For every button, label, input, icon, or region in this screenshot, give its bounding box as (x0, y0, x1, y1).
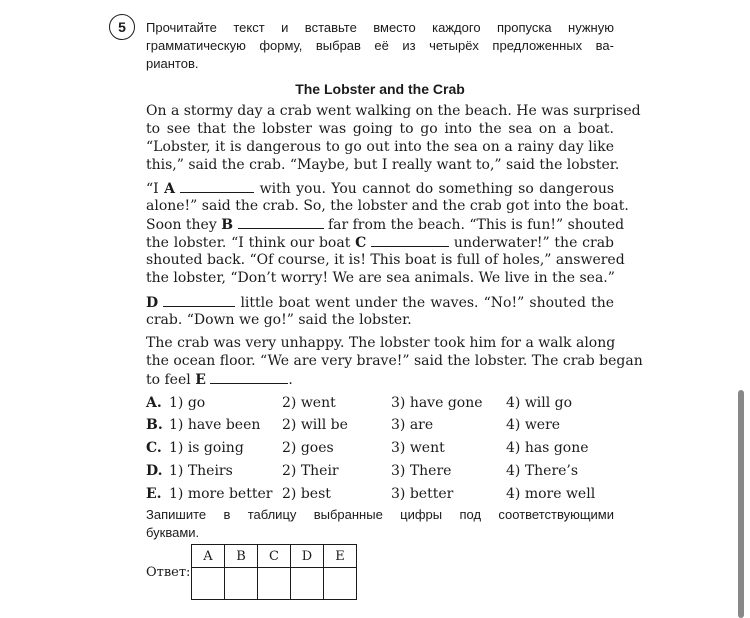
answer-header-d: D (291, 545, 324, 568)
text-run: underwater!” the crab (449, 235, 615, 251)
text-run: to feel (146, 372, 196, 388)
option-4: 4) were (506, 417, 561, 433)
text-run: “I (146, 181, 165, 197)
answer-cell-e[interactable] (324, 568, 357, 600)
paragraph-4-line-3 (146, 370, 614, 389)
option-row-letter: E. (146, 486, 162, 502)
paragraph-2-line-2: alone!” said the crab. So, the lobster and the crab got into the boat. (146, 198, 629, 214)
answer-label: Ответ: (146, 565, 191, 580)
option-2: 2) goes (282, 440, 334, 456)
answer-instruction-line-2: буквами. (146, 525, 200, 540)
gap-letter-a: A (164, 181, 175, 197)
answer-header-e: E (324, 545, 357, 568)
paragraph-2-line-1 (146, 179, 614, 198)
paragraph-2-line-6: the lobster, “Don’t worry! We are sea animals. We live in the sea.” (146, 270, 615, 286)
answer-instruction-line-1: Запишите в таблицу выбранные цифры под соответствующими (146, 507, 614, 522)
instruction-line-2: грамматическую форму, выбрав её из четырёх предложенных ва- (146, 38, 614, 53)
gap-letter-d: D (146, 295, 159, 311)
option-1: 1) go (169, 395, 206, 411)
answer-cell-a[interactable] (192, 568, 225, 600)
text-run: far from the beach. “This is fun!” shouted (323, 217, 625, 233)
text-run: the lobster. “I think our boat (146, 235, 356, 251)
option-row-letter: C. (146, 440, 162, 456)
paragraph-1-line: to see that the lobster was going to go into the sea on a boat. (146, 121, 614, 137)
option-row-letter: B. (146, 417, 163, 433)
paragraph-3-line-2: crab. “Down we go!” said the lobster. (146, 312, 412, 328)
paragraph-2-line-3 (146, 215, 625, 234)
paragraph-4-line-1: The crab was very unhappy. The lobster took him for a walk along (146, 335, 616, 351)
gap-blank-a (180, 179, 254, 193)
paragraph-2-line-4 (146, 233, 614, 252)
gap-letter-b: B (221, 217, 234, 233)
instruction-line-1: Прочитайте текст и вставьте вместо каждого пропуска нужную (146, 20, 614, 35)
answer-cell-d[interactable] (291, 568, 324, 600)
option-1: 1) Theirs (169, 463, 233, 479)
option-2: 2) Their (282, 463, 339, 479)
option-4: 4) more well (506, 486, 596, 502)
answer-header-c: C (258, 545, 291, 568)
paragraph-3-line-1 (146, 293, 614, 312)
gap-letter-c: C (355, 235, 367, 251)
option-row-letter: D. (146, 463, 163, 479)
option-1: 1) is going (169, 440, 244, 456)
paragraph-4-line-2: the ocean floor. “We are very brave!” said the lobster. The crab began (146, 353, 643, 369)
option-2: 2) best (282, 486, 331, 502)
gap-blank-d (163, 293, 235, 307)
option-2: 2) will be (282, 417, 348, 433)
task-number-badge: 5 (109, 14, 135, 40)
option-3: 3) better (391, 486, 454, 502)
answer-table (191, 544, 357, 600)
answer-cell-c[interactable] (258, 568, 291, 600)
option-2: 2) went (282, 395, 336, 411)
option-1: 1) have been (169, 417, 261, 433)
text-run: Soon they (146, 217, 222, 233)
paragraph-1-line: “Lobster, it is dangerous to go out into the sea on a rainy day like (146, 139, 614, 155)
text-title: The Lobster and the Crab (295, 81, 465, 97)
gap-blank-c (371, 233, 449, 247)
paragraph-1-line: On a stormy day a crab went walking on the beach. He was surprised (146, 103, 641, 119)
option-3: 3) There (391, 463, 452, 479)
gap-blank-e (210, 370, 288, 384)
text-run: with you. You cannot do something so dangerous (254, 181, 615, 197)
answer-header-b: B (225, 545, 258, 568)
paragraph-1-line: this,” said the crab. “Maybe, but I really want to,” said the lobster. (146, 157, 620, 173)
answer-cell-b[interactable] (225, 568, 258, 600)
option-1: 1) more better (169, 486, 273, 502)
gap-letter-e: E (195, 372, 206, 388)
answer-header-a: A (192, 545, 225, 568)
text-run: little boat went under the waves. “No!” shouted the (235, 295, 615, 311)
text-run: . (288, 372, 293, 388)
option-3: 3) have gone (391, 395, 483, 411)
scrollbar-thumb[interactable] (738, 390, 744, 618)
option-4: 4) will go (506, 395, 573, 411)
option-row-letter: A. (146, 395, 162, 411)
option-4: 4) There’s (506, 463, 579, 479)
option-4: 4) has gone (506, 440, 589, 456)
option-3: 3) went (391, 440, 445, 456)
gap-blank-b (238, 215, 324, 229)
option-3: 3) are (391, 417, 434, 433)
instruction-line-3: риантов. (146, 56, 199, 71)
paragraph-2-line-5: shouted back. “Of course, it is! This boat is full of holes,” answered (146, 252, 625, 268)
